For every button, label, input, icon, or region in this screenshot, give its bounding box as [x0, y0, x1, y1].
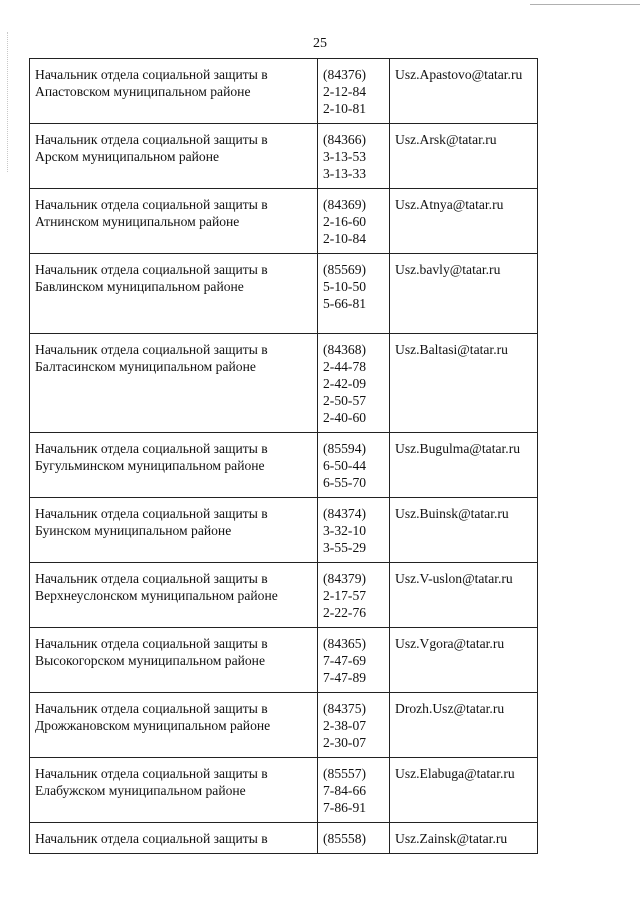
position-cell — [30, 628, 318, 693]
phone-number: 6-55-70 — [323, 475, 367, 490]
area-code: (84366) — [323, 132, 367, 147]
email-address: Usz.Atnya@tatar.ru — [395, 197, 504, 212]
email-cell — [390, 124, 538, 189]
table-row — [30, 823, 538, 854]
email-cell — [390, 189, 538, 254]
email-cell — [390, 693, 538, 758]
table-row — [30, 498, 538, 563]
district-name: Бавлинском муниципальном районе — [35, 279, 244, 294]
phone-number: 7-86-91 — [323, 800, 367, 815]
phone-cell — [318, 254, 390, 334]
district-name: Буинском муниципальном районе — [35, 523, 232, 538]
email-address: Drozh.Usz@tatar.ru — [395, 701, 505, 716]
area-code: (84369) — [323, 197, 367, 212]
position-title: Начальник отдела социальной защиты в — [35, 831, 268, 846]
phone-number: 3-13-33 — [323, 166, 367, 181]
email-address: Usz.Baltasi@tatar.ru — [395, 342, 508, 357]
phone-number: 6-50-44 — [323, 458, 367, 473]
position-title: Начальник отдела социальной защиты в — [35, 197, 268, 212]
position-title: Начальник отдела социальной защиты в — [35, 67, 268, 82]
phone-number: 7-84-66 — [323, 783, 367, 798]
phone-number: 2-22-76 — [323, 605, 367, 620]
district-name: Апастовском муниципальном районе — [35, 84, 251, 99]
phone-cell — [318, 189, 390, 254]
phone-cell — [318, 433, 390, 498]
position-title: Начальник отдела социальной защиты в — [35, 342, 268, 357]
corner-rule — [530, 4, 640, 5]
table-row — [30, 59, 538, 124]
phone-number: 2-44-78 — [323, 359, 367, 374]
phone-cell — [318, 498, 390, 563]
area-code: (84368) — [323, 342, 367, 357]
area-code: (84379) — [323, 571, 367, 586]
position-cell — [30, 823, 318, 854]
phone-number: 5-66-81 — [323, 296, 367, 311]
position-title: Начальник отдела социальной защиты в — [35, 262, 268, 277]
phone-number: 2-40-60 — [323, 410, 367, 425]
position-cell — [30, 334, 318, 433]
email-cell — [390, 433, 538, 498]
table-row — [30, 334, 538, 433]
area-code: (84365) — [323, 636, 367, 651]
table-row — [30, 758, 538, 823]
phone-cell — [318, 334, 390, 433]
phone-number: 3-13-53 — [323, 149, 367, 164]
email-address: Usz.Apastovo@tatar.ru — [395, 67, 523, 82]
position-cell — [30, 563, 318, 628]
phone-number: 5-10-50 — [323, 279, 367, 294]
table-row — [30, 124, 538, 189]
district-name: Верхнеуслонском муниципальном районе — [35, 588, 278, 603]
district-name: Елабужском муниципальном районе — [35, 783, 246, 798]
position-cell — [30, 433, 318, 498]
phone-cell — [318, 563, 390, 628]
email-cell — [390, 498, 538, 563]
email-address: Usz.Buinsk@tatar.ru — [395, 506, 509, 521]
email-address: Usz.bavly@tatar.ru — [395, 262, 501, 277]
email-cell — [390, 628, 538, 693]
position-title: Начальник отдела социальной защиты в — [35, 636, 268, 651]
phone-cell — [318, 628, 390, 693]
phone-number: 2-12-84 — [323, 84, 367, 99]
phone-cell — [318, 59, 390, 124]
email-address: Usz.Vgora@tatar.ru — [395, 636, 505, 651]
phone-cell — [318, 124, 390, 189]
district-name: Высокогорском муниципальном районе — [35, 653, 265, 668]
phone-number: 2-42-09 — [323, 376, 367, 391]
area-code: (85569) — [323, 262, 367, 277]
position-cell — [30, 124, 318, 189]
table-row — [30, 693, 538, 758]
position-title: Начальник отдела социальной защиты в — [35, 766, 268, 781]
table-row — [30, 189, 538, 254]
phone-number: 7-47-89 — [323, 670, 367, 685]
position-cell — [30, 498, 318, 563]
phone-cell — [318, 693, 390, 758]
district-name: Бугульминском муниципальном районе — [35, 458, 265, 473]
phone-number: 3-55-29 — [323, 540, 367, 555]
phone-number: 2-10-84 — [323, 231, 367, 246]
phone-cell — [318, 758, 390, 823]
position-title: Начальник отдела социальной защиты в — [35, 506, 268, 521]
email-cell — [390, 563, 538, 628]
position-title: Начальник отдела социальной защиты в — [35, 701, 268, 716]
district-name: Балтасинском муниципальном районе — [35, 359, 256, 374]
area-code: (85594) — [323, 441, 367, 456]
email-cell — [390, 59, 538, 124]
email-cell — [390, 334, 538, 433]
email-cell — [390, 823, 538, 854]
position-cell — [30, 59, 318, 124]
email-address: Usz.Elabuga@tatar.ru — [395, 766, 515, 781]
phone-number: 2-38-07 — [323, 718, 367, 733]
table-row — [30, 628, 538, 693]
position-cell — [30, 758, 318, 823]
table-row — [30, 563, 538, 628]
district-name: Дрожжановском муниципальном районе — [35, 718, 271, 733]
phone-number: 2-17-57 — [323, 588, 367, 603]
email-address: Usz.Arsk@tatar.ru — [395, 132, 497, 147]
page-number: 25 — [313, 36, 327, 51]
phone-number: 2-16-60 — [323, 214, 367, 229]
area-code: (85557) — [323, 766, 367, 781]
area-code: (84374) — [323, 506, 367, 521]
area-code: (85558) — [323, 831, 367, 846]
phone-number: 2-10-81 — [323, 101, 367, 116]
district-name: Арском муниципальном районе — [35, 149, 220, 164]
contacts-table — [29, 58, 538, 854]
position-title: Начальник отдела социальной защиты в — [35, 132, 268, 147]
position-cell — [30, 254, 318, 334]
email-address: Usz.Zainsk@tatar.ru — [395, 831, 508, 846]
email-address: Usz.Bugulma@tatar.ru — [395, 441, 521, 456]
phone-number: 3-32-10 — [323, 523, 367, 538]
phone-number: 2-30-07 — [323, 735, 367, 750]
area-code: (84376) — [323, 67, 367, 82]
contacts-table-body — [30, 59, 538, 854]
district-name: Атнинском муниципальном районе — [35, 214, 240, 229]
position-title: Начальник отдела социальной защиты в — [35, 441, 268, 456]
email-cell — [390, 254, 538, 334]
phone-number: 2-50-57 — [323, 393, 367, 408]
email-cell — [390, 758, 538, 823]
phone-cell — [318, 823, 390, 854]
area-code: (84375) — [323, 701, 367, 716]
table-row — [30, 254, 538, 334]
position-cell — [30, 693, 318, 758]
email-address: Usz.V-uslon@tatar.ru — [395, 571, 513, 586]
position-title: Начальник отдела социальной защиты в — [35, 571, 268, 586]
margin-dotted-line — [7, 32, 8, 172]
phone-number: 7-47-69 — [323, 653, 367, 668]
position-cell — [30, 189, 318, 254]
table-row — [30, 433, 538, 498]
